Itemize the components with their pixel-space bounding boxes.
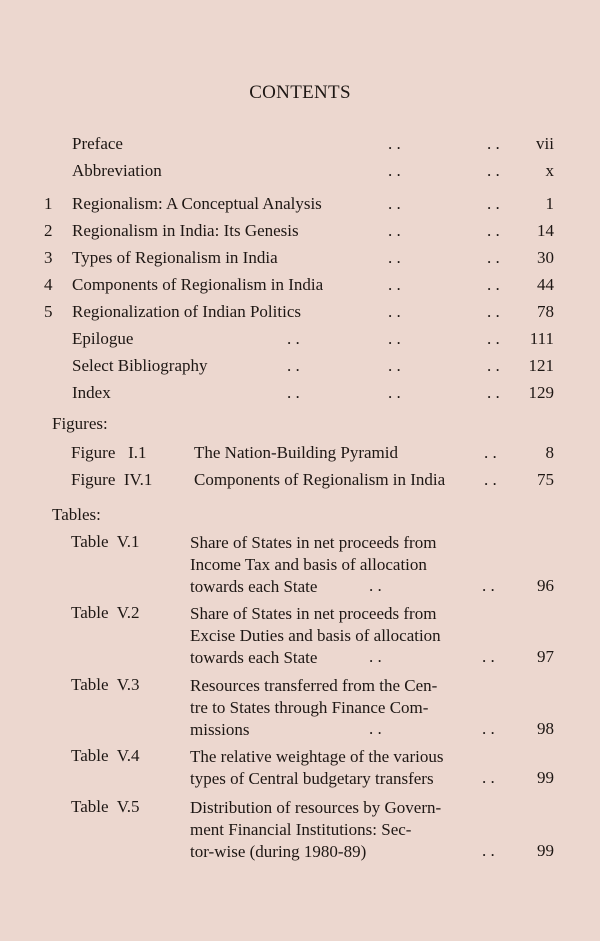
leader-dots: . . bbox=[287, 356, 300, 375]
table-page: 99 bbox=[537, 768, 554, 787]
figure-label: Figure IV.1 bbox=[71, 470, 153, 489]
entry-label: Regionalization of Indian Politics bbox=[72, 302, 301, 321]
tables-heading: Tables: bbox=[52, 505, 101, 524]
table-title-line: tor-wise (during 1980-89) bbox=[190, 842, 367, 861]
entry-label: Index bbox=[72, 383, 111, 402]
leader-dots: . . bbox=[482, 576, 495, 595]
figure-entry bbox=[0, 443, 600, 465]
leader-dots: . . bbox=[388, 356, 401, 375]
table-page: 98 bbox=[537, 719, 554, 738]
table-title-line: The relative weightage of the various bbox=[190, 747, 444, 766]
leader-dots: . . bbox=[388, 302, 401, 321]
figure-label: Figure I.1 bbox=[71, 443, 147, 462]
toc-entry bbox=[0, 161, 600, 183]
entry-number: 5 bbox=[44, 302, 53, 321]
table-page: 96 bbox=[537, 576, 554, 595]
table-title-line: tre to States through Finance Com- bbox=[190, 698, 429, 717]
leader-dots: . . bbox=[487, 221, 500, 240]
page-title: CONTENTS bbox=[249, 82, 351, 103]
leader-dots: . . bbox=[487, 383, 500, 402]
table-title-line: Distribution of resources by Govern- bbox=[190, 798, 442, 817]
figure-page: 8 bbox=[545, 443, 554, 462]
toc-entry bbox=[0, 329, 600, 351]
table-title-line: Resources transferred from the Cen- bbox=[190, 676, 438, 695]
leader-dots: . . bbox=[487, 194, 500, 213]
entry-page: 111 bbox=[529, 329, 554, 348]
table-title-line: towards each State bbox=[190, 648, 318, 667]
table-label: Table V.2 bbox=[71, 603, 140, 622]
toc-entry bbox=[0, 134, 600, 156]
leader-dots: . . bbox=[388, 221, 401, 240]
table-title-line: Share of States in net proceeds from bbox=[190, 533, 437, 552]
table-label: Table V.5 bbox=[71, 797, 140, 816]
table-label: Table V.4 bbox=[71, 746, 140, 765]
entry-page: 30 bbox=[537, 248, 554, 267]
leader-dots: . . bbox=[484, 470, 497, 489]
table-title bbox=[190, 746, 490, 790]
entry-label: Epilogue bbox=[72, 329, 134, 348]
table-label: Table V.1 bbox=[71, 532, 140, 551]
table-title-line: towards each State bbox=[190, 577, 318, 596]
leader-dots: . . bbox=[482, 719, 495, 738]
leader-dots: . . bbox=[487, 134, 500, 153]
toc-entry bbox=[0, 194, 600, 216]
leader-dots: . . bbox=[487, 356, 500, 375]
figure-title: The Nation-Building Pyramid bbox=[194, 443, 398, 462]
leader-dots: . . bbox=[388, 194, 401, 213]
table-page: 99 bbox=[537, 841, 554, 860]
leader-dots: . . bbox=[287, 329, 300, 348]
table-title bbox=[190, 797, 490, 863]
toc-entry bbox=[0, 383, 600, 405]
leader-dots: . . bbox=[369, 576, 382, 595]
leader-dots: . . bbox=[388, 161, 401, 180]
leader-dots: . . bbox=[388, 248, 401, 267]
figures-heading: Figures: bbox=[52, 414, 108, 433]
leader-dots: . . bbox=[482, 647, 495, 666]
entry-page: 129 bbox=[528, 383, 554, 402]
leader-dots: . . bbox=[369, 647, 382, 666]
leader-dots: . . bbox=[388, 134, 401, 153]
toc-entry bbox=[0, 221, 600, 243]
entry-label: Regionalism: A Conceptual Analysis bbox=[72, 194, 322, 213]
entry-page: vii bbox=[536, 134, 554, 153]
entry-label: Types of Regionalism in India bbox=[72, 248, 278, 267]
leader-dots: . . bbox=[484, 443, 497, 462]
toc-entry bbox=[0, 248, 600, 270]
leader-dots: . . bbox=[487, 329, 500, 348]
table-title-line: missions bbox=[190, 720, 250, 739]
figure-title: Components of Regionalism in India bbox=[194, 470, 446, 489]
leader-dots: . . bbox=[388, 275, 401, 294]
table-title bbox=[190, 603, 490, 669]
leader-dots: . . bbox=[369, 719, 382, 738]
table-title-line: Income Tax and basis of allocation bbox=[190, 555, 427, 574]
entry-label: Regionalism in India: Its Genesis bbox=[72, 221, 299, 240]
table-title bbox=[190, 675, 490, 741]
leader-dots: . . bbox=[287, 383, 300, 402]
entry-page: x bbox=[545, 161, 554, 180]
leader-dots: . . bbox=[487, 275, 500, 294]
leader-dots: . . bbox=[388, 383, 401, 402]
toc-entry bbox=[0, 302, 600, 324]
entry-page: 44 bbox=[537, 275, 554, 294]
entry-number: 2 bbox=[44, 221, 53, 240]
table-page: 97 bbox=[537, 647, 554, 666]
leader-dots: . . bbox=[487, 302, 500, 321]
entry-label: Abbreviation bbox=[72, 161, 162, 180]
figure-page: 75 bbox=[537, 470, 554, 489]
entry-number: 1 bbox=[44, 194, 53, 213]
leader-dots: . . bbox=[482, 841, 495, 860]
entry-label: Components of Regionalism in India bbox=[72, 275, 324, 294]
table-title-line: Excise Duties and basis of allocation bbox=[190, 626, 441, 645]
table-title bbox=[190, 532, 490, 598]
table-label: Table V.3 bbox=[71, 675, 140, 694]
entry-page: 1 bbox=[545, 194, 554, 213]
leader-dots: . . bbox=[487, 248, 500, 267]
toc-entry bbox=[0, 275, 600, 297]
table-title-line: types of Central budgetary transfers bbox=[190, 769, 434, 788]
leader-dots: . . bbox=[487, 161, 500, 180]
entry-label: Select Bibliography bbox=[72, 356, 208, 375]
entry-page: 78 bbox=[537, 302, 554, 321]
entry-page: 14 bbox=[537, 221, 554, 240]
leader-dots: . . bbox=[482, 768, 495, 787]
entry-label: Preface bbox=[72, 134, 123, 153]
table-title-line: ment Financial Institutions: Sec- bbox=[190, 820, 412, 839]
leader-dots: . . bbox=[388, 329, 401, 348]
figure-entry bbox=[0, 470, 600, 492]
entry-number: 3 bbox=[44, 248, 53, 267]
table-title-line: Share of States in net proceeds from bbox=[190, 604, 437, 623]
entry-number: 4 bbox=[44, 275, 53, 294]
entry-page: 121 bbox=[528, 356, 554, 375]
toc-entry bbox=[0, 356, 600, 378]
